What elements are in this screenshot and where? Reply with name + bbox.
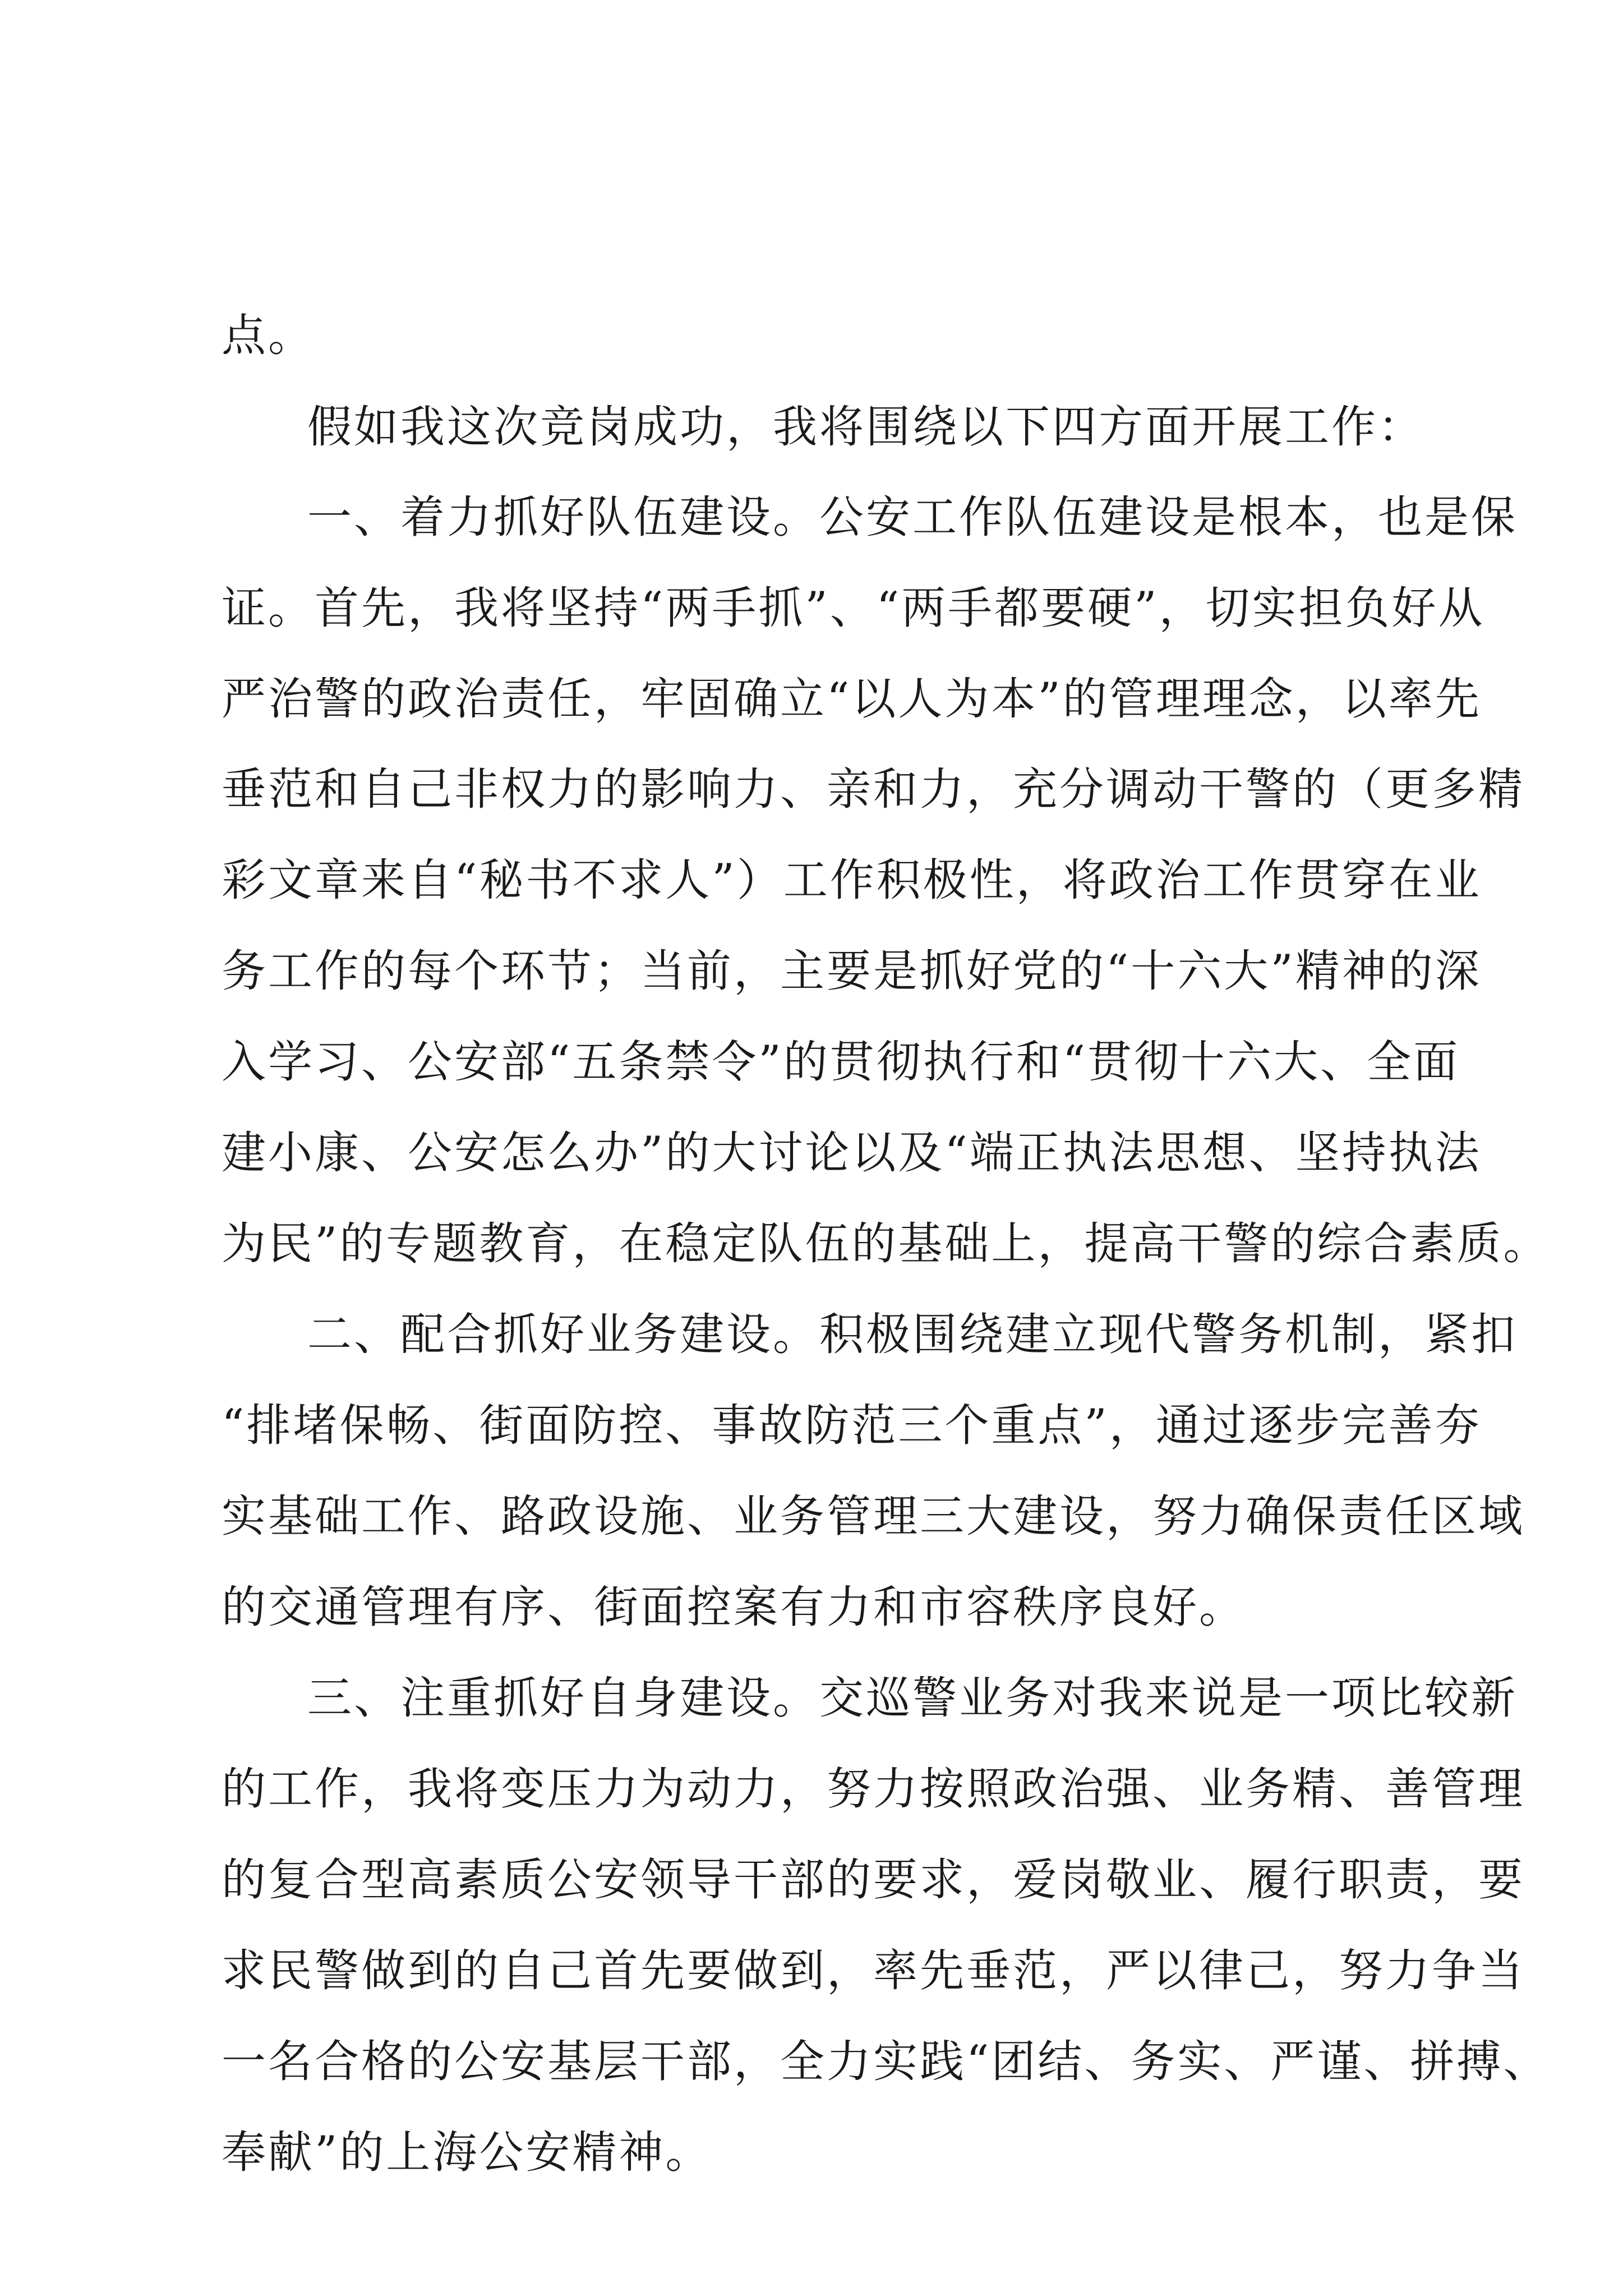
text-line: 实基础工作、路政设施、业务管理三大建设，努力确保责任区域 — [222, 1490, 1525, 1542]
text-line: 入学习、公安部“五条禁令”的贯彻执行和“贯彻十六大、全面 — [222, 1036, 1460, 1088]
text-line: 建小康、公安怎么办”的大讨论以及“端正执法思想、坚持执法 — [222, 1127, 1482, 1179]
text-line: 一名合格的公安基层干部，全力实践“团结、务实、严谨、拼搏、 — [222, 2036, 1550, 2087]
text-line: 为民”的专题教育，在稳定队伍的基础上，提高干警的综合素质。 — [222, 1218, 1550, 1269]
text-line: 点。 — [222, 310, 315, 361]
text-line: 假如我这次竞岗成功，我将围绕以下四方面开展工作： — [307, 401, 1424, 453]
text-line: 的交通管理有序、街面控案有力和市容秩序良好。 — [222, 1581, 1246, 1633]
text-line: 求民警做到的自己首先要做到，率先垂范，严以律己，努力争当 — [222, 1945, 1525, 1996]
text-line: 二、配合抓好业务建设。积极围绕建立现代警务机制，紧扣 — [307, 1309, 1518, 1360]
text-line: 垂范和自己非权力的影响力、亲和力，充分调动干警的（更多精 — [222, 763, 1525, 815]
text-line: 三、注重抓好自身建设。交巡警业务对我来说是一项比较新 — [307, 1672, 1518, 1724]
text-line: “排堵保畅、街面防控、事故防范三个重点”，通过逐步完善夯 — [222, 1400, 1482, 1451]
text-line: 奉献”的上海公安精神。 — [222, 2127, 712, 2178]
text-line: 彩文章来自“秘书不求人”）工作积极性，将政治工作贯穿在业 — [222, 854, 1482, 906]
text-line: 一、着力抓好队伍建设。公安工作队伍建设是根本，也是保 — [307, 491, 1518, 543]
text-line: 严治警的政治责任，牢固确立“以人为本”的管理理念，以率先 — [222, 673, 1482, 725]
text-line: 证。首先，我将坚持“两手抓”、“两手都要硬”，切实担负好从 — [222, 582, 1485, 634]
text-line: 务工作的每个环节；当前，主要是抓好党的“十六大”精神的深 — [222, 945, 1482, 997]
text-line: 的工作，我将变压力为动力，努力按照政治强、业务精、善管理 — [222, 1763, 1525, 1815]
text-line: 的复合型高素质公安领导干部的要求，爱岗敬业、履行职责，要 — [222, 1854, 1525, 1906]
